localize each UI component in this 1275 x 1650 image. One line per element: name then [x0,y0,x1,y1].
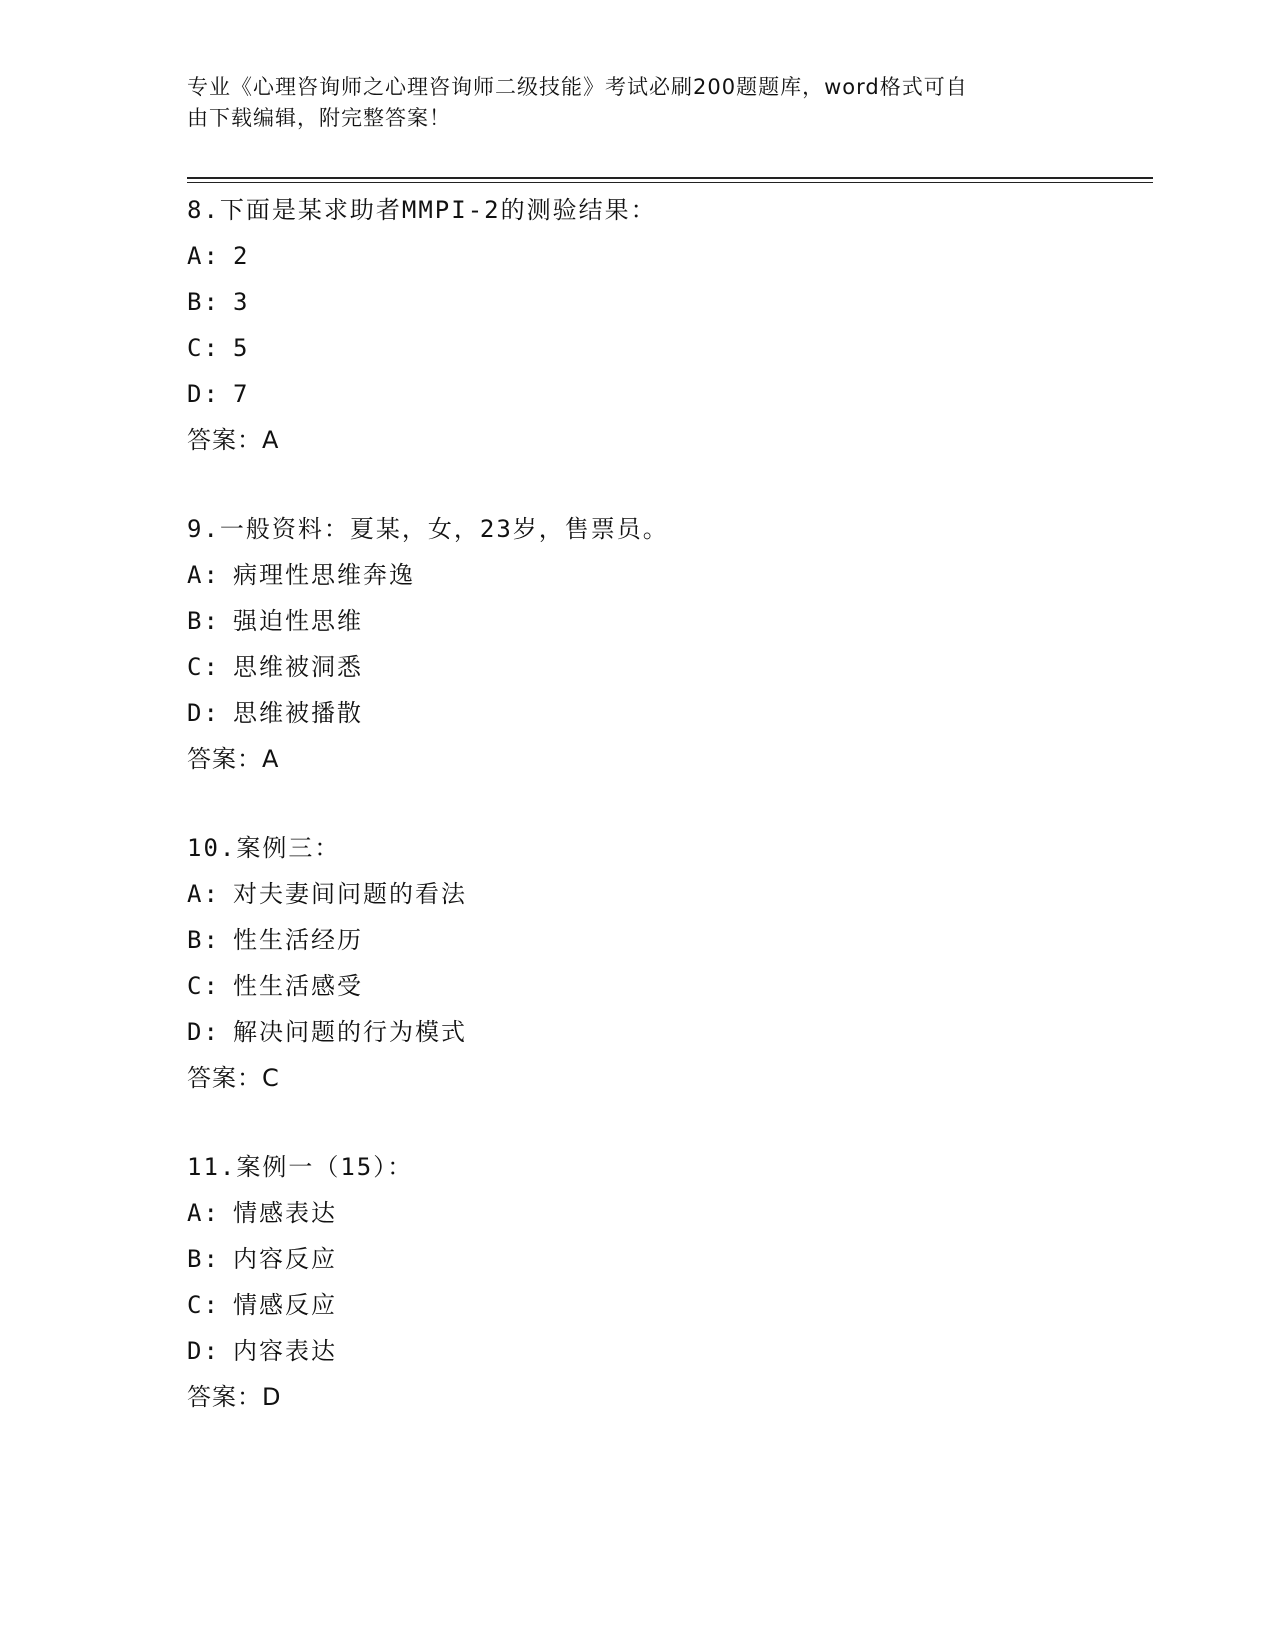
option-letter: A: [187,561,220,589]
option-text: 3 [233,288,250,316]
option-letter: A: [187,242,220,270]
option-b [187,1236,1147,1282]
answer-line: 答案：A [187,426,280,454]
document-header [187,72,1067,134]
header-divider-thin [187,182,1153,183]
option-letter: D: [187,699,220,727]
option-letter: C: [187,653,220,681]
option-c [187,963,1147,1009]
option-letter: D: [187,380,220,408]
option-letter: C: [187,334,220,362]
option-letter: C: [187,1291,220,1319]
option-text: 思维被洞悉 [233,653,363,681]
option-d [187,1009,1147,1055]
option-text: 内容反应 [233,1245,337,1273]
option-text: 5 [233,334,250,362]
question-block [187,1144,1147,1420]
answer-line: 答案：D [187,1383,282,1411]
question-stem: 8.下面是某求助者MMPI-2的测验结果： [187,196,657,224]
option-a [187,1190,1147,1236]
option-d [187,690,1147,736]
answer-line: 答案：C [187,1064,280,1092]
option-c [187,1282,1147,1328]
option-b [187,598,1147,644]
option-text: 思维被播散 [233,699,363,727]
question-stem: 11.案例一（15）： [187,1153,414,1181]
question-block [187,825,1147,1101]
question-block [187,187,1147,463]
header-line-1: 专业《心理咨询师之心理咨询师二级技能》考试必刷200题题库，word格式可自 [187,75,968,99]
option-letter: C: [187,972,220,1000]
option-text: 7 [233,380,250,408]
option-d [187,371,1147,417]
option-d [187,1328,1147,1374]
header-line-2: 由下载编辑，附完整答案！ [187,106,451,130]
option-b [187,917,1147,963]
header-divider-thick [187,177,1153,179]
option-letter: B: [187,607,220,635]
answer-line: 答案：A [187,745,280,773]
option-letter: B: [187,926,220,954]
option-text: 情感表达 [233,1199,337,1227]
option-c [187,644,1147,690]
option-text: 病理性思维奔逸 [233,561,415,589]
option-text: 内容表达 [233,1337,337,1365]
option-letter: B: [187,288,220,316]
option-letter: D: [187,1337,220,1365]
option-letter: A: [187,1199,220,1227]
option-text: 解决问题的行为模式 [233,1018,467,1046]
option-text: 情感反应 [233,1291,337,1319]
option-text: 强迫性思维 [233,607,363,635]
question-block [187,506,1147,782]
option-text: 2 [233,242,250,270]
option-text: 对夫妻间问题的看法 [233,880,467,908]
option-letter: D: [187,1018,220,1046]
option-a [187,552,1147,598]
option-letter: B: [187,1245,220,1273]
option-text: 性生活感受 [233,972,363,1000]
question-stem: 9.一般资料：夏某，女，23岁，售票员。 [187,515,669,543]
option-a [187,233,1147,279]
option-a [187,871,1147,917]
option-letter: A: [187,880,220,908]
option-b [187,279,1147,325]
option-c [187,325,1147,371]
option-text: 性生活经历 [233,926,363,954]
question-stem: 10.案例三： [187,834,341,862]
